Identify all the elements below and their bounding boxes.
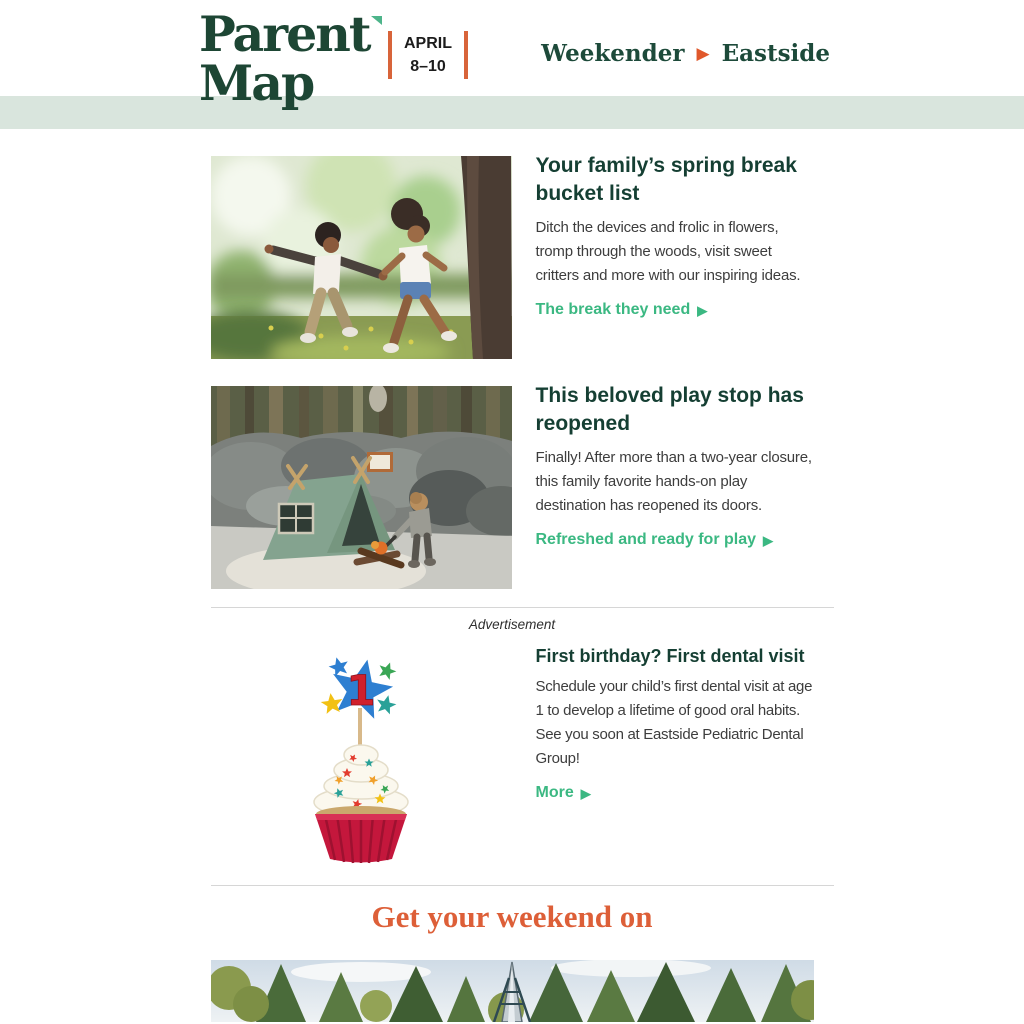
article-title: This beloved play stop has reopened [535,384,804,435]
article-body: Ditch the devices and frolic in flowers, tromp through the woods, visit sweet critters and more with our inspiring ideas. [535,219,801,284]
article-play-stop [211,386,814,589]
advertisement-label: Advertisement [468,617,556,632]
date-month: APRIL [404,35,452,52]
arrow-icon: ▶ [696,44,710,64]
header-band [0,96,1024,129]
ad-body: Schedule your child’s first dental visit at age 1 to develop a lifetime of good oral habits. See you soon at Eastside Pediatric Dental Group! [535,678,813,767]
arrow-icon: ▶ [763,532,774,548]
article-link[interactable]: Refreshed and ready for play ▶ [535,531,774,548]
divider [211,607,834,608]
svg-text:1: 1 [346,666,376,715]
section-image-rocket-park[interactable] [211,960,814,1022]
divider [211,885,834,886]
arrow-icon: ▶ [580,785,591,801]
parentmap-logo[interactable] [199,5,370,112]
ad-link[interactable]: More ▶ [535,784,591,801]
article-body: Finally! After more than a two-year closure, this family favorite hands-on play destination has reopened its doors. [535,449,812,514]
edition-region: Eastside [721,40,830,67]
article-spring-break [211,156,814,359]
newsletter-body [211,156,814,1022]
logo-flag-icon [371,16,382,25]
section-heading: Get your weekend on [371,899,653,934]
ad-dental [211,646,814,867]
article-image-kids-running[interactable] [211,156,512,359]
article-image-play-tent[interactable] [211,386,512,589]
ad-image-cupcake[interactable] [211,646,512,867]
edition-title [541,40,830,67]
issue-date [388,31,468,79]
article-title: Your family’s spring break bucket list [535,154,797,205]
arrow-icon: ▶ [697,302,708,318]
date-bar-right [464,31,468,79]
date-days: 8–10 [410,58,446,75]
article-link[interactable]: The break they need ▶ [535,301,708,318]
edition-name: Weekender [541,40,685,67]
ad-title: First birthday? First dental visit [535,646,805,666]
logo-line-1: Parent [199,10,370,59]
logo-line-2: Map [199,54,314,112]
newsletter-header [0,0,1024,129]
